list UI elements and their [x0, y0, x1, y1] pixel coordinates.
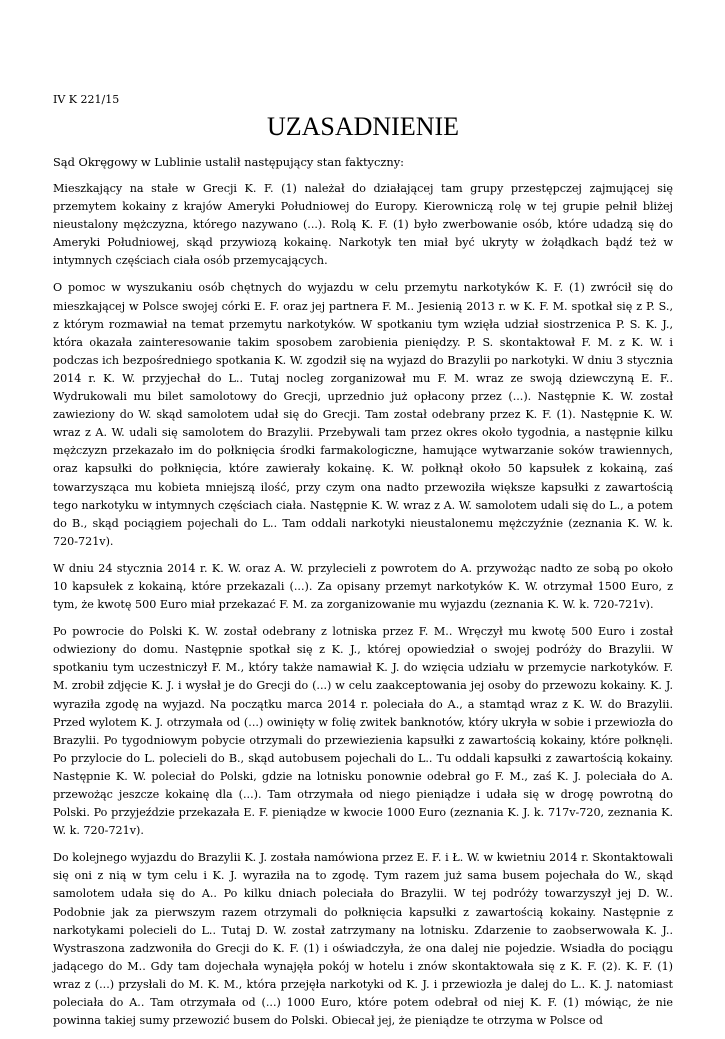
- paragraph: Po powrocie do Polski K. W. został odebrany z lotniska przez F. M.. Wręczył mu kwotę 500 Euro i został odwieziony do domu. Następnie spotkał się z K. J., której opowiedział o swojej podróży do Brazylii. W spotkaniu tym uczestniczył F. M., który także namawiał K. J. do wzięcia udziału w przemycie narkotyków. F. M. zrobił zdjęcie K. J. i wysłał je do Grecji do (...) w celu zaakceptowania jej osoby do przewozu kokainy. K. J. wyraziła zgodę na wyjazd. Na początku marca 2014 r. poleciała do A., a stamtąd wraz z K. W. do Brazylii. Przed wylotem K. J. otrzymała od (...) owinięty w folię zwitek banknotów, który ukryła w sobie i przewiozła do Brazylii. Po tygodniowym pobycie otrzymali do przewiezienia kapsułki z zawartością kokainy, które połknęli. Po przylocie do L. polecieli do B., skąd autobusem pojechali do L.. Tu oddali kapsułki z zawartością kokainy. Następnie K. W. poleciał do Polski, gdzie na lotnisku ponownie odebrał go F. M., zaś K. J. poleciała do A. przewożąc jeszcze kokainę dla (...). Tam otrzymała od niego pieniądze i udała się w drogę powrotną do Polski. Po przyjeździe przekazała E. F. pieniądze w kwocie 1000 Euro (zeznania K. J. k. 717v-720, zeznania K. W. k. 720-721v).: [53, 625, 673, 838]
- document-body: [53, 180, 673, 1039]
- document-title: UZASADNIENIE: [266, 112, 460, 141]
- case-number: IV K 221/15: [53, 93, 120, 106]
- paragraph: W dniu 24 stycznia 2014 r. K. W. oraz A. W. przylecieli z powrotem do A. przywożąc nadto ze sobą po około 10 kapsułek z kokainą, które przekazali (...). Za opisany przemyt narkotyków K. W. otrzymał 1500 Euro, z tym, że kwotę 500 Euro miał przekazać F. M. za zorganizowanie mu wyjazdu (zeznania K. W. k. 720-721v).: [53, 561, 673, 612]
- intro-line: Sąd Okręgowy w Lublinie ustalił następujący stan faktyczny:: [53, 155, 404, 169]
- paragraph: Mieszkający na stałe w Grecji K. F. (1) należał do działającej tam grupy przestępczej zajmującej się przemytem kokainy z krajów Ameryki Południowej do Europy. Kierowniczą rolę w tej grupie pełnił bliżej nieustalony mężczyzna, którego nazywano (...). Rolą K. F. (1) było zwerbowanie osób, które udadzą się do Ameryki Południowej, skąd przywiozą kokainę. Narkotyk ten miał być ukryty w żołądkach bądź też w intymnych częściach ciała osób przemycających.: [53, 182, 673, 268]
- paragraph: Do kolejnego wyjazdu do Brazylii K. J. została namówiona przez E. F. i Ł. W. w kwietniu 2014 r. Skontaktowali się oni z nią w tym celu i K. J. wyraziła na to zgodę. Tym razem już sama busem pojechała do W., skąd samolotem udała się do A.. Po kilku dniach poleciała do Brazylii. W tej podróży towarzyszył jej D. W.. Podobnie jak za pierwszym razem otrzymali do połknięcia kapsułki z zawartością kokainy. Następnie z narkotykami polecieli do L.. Tutaj D. W. został zatrzymany na lotnisku. Zdarzenie to zaobserwowała K. J.. Wystraszona zadzwoniła do Grecji do K. F. (1) i oświadczyła, że ona dalej nie pojedzie. Wsiadła do pociągu jadącego do M.. Gdy tam dojechała wynajęła pokój w hotelu i znów skontaktowała się z K. F. (2). K. F. (1) wraz z (...) przysłali do M. K. M., która przejęła narkotyki od K. J. i przewiozła je dalej do L.. K. J. natomiast poleciała do A.. Tam otrzymała od (...) 1000 Euro, które potem odebrał od niej K. F. (1) mówiąc, że nie powinna takiej sumy przewozić busem do Polski. Obiecał jej, że pieniądze te otrzyma w Polsce od: [53, 851, 673, 1028]
- paragraph: O pomoc w wyszukaniu osób chętnych do wyjazdu w celu przemytu narkotyków K. F. (1) zwrócił się do mieszkającej w Polsce swojej córki E. F. oraz jej partnera F. M.. Jesienią 2013 r. w K. F. M. spotkał się z P. S., z którym rozmawiał na temat przemytu narkotyków. W spotkaniu tym wzięła udział siostrzenica P. S. K. J., która okazała zainteresowanie takim sposobem zarobienia pieniędzy. P. S. skontaktował F. M. z K. W. i podczas ich bezpośredniego spotkania K. W. zgodził się na wyjazd do Brazylii po narkotyki. W dniu 3 stycznia 2014 r. K. W. przyjechał do L.. Tutaj nocleg zorganizował mu F. M. wraz ze swoją dziewczyną E. F.. Wydrukowali mu bilet samolotowy do Grecji, uprzednio już opłacony przez (...). Następnie K. W. został zawieziony do W. skąd samolotem udał się do Grecji. Tam został odebrany przez K. F. (1). Następnie K. W. wraz z A. W. udali się samolotem do Brazylii. Przebywali tam przez okres około tygodnia, a następnie kilku mężczyzn przekazało im do połknięcia środki farmakologiczne, hamujące wytwarzanie soków trawiennych, oraz kapsułki do połknięcia, które zawierały kokainę. K. W. połknął około 50 kapsułek z kokainą, zaś towarzysząca mu kobieta mniejszą ilość, przy czym ona nadto przewoziła większe kapsułki z zawartością tego narkotyku w intymnych częściach ciała. Następnie K. W. wraz z A. W. samolotem udali się do L., a potem do B., skąd pociągiem pojechali do L.. Tam oddali narkotyki nieustalonemu mężczyźnie (zeznania K. W. k. 720-721v).: [53, 281, 673, 548]
